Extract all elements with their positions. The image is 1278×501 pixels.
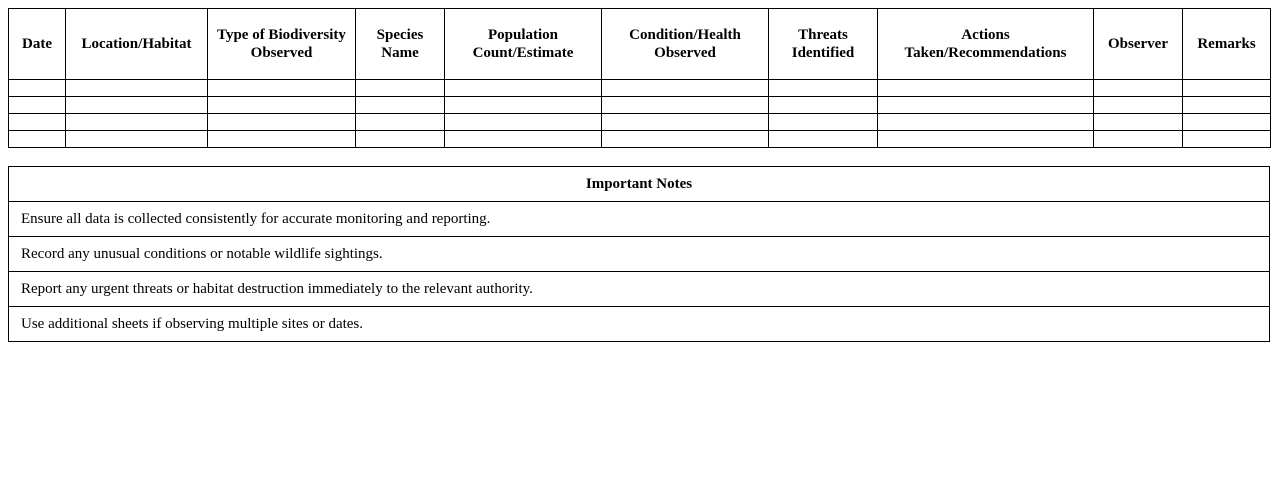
table-cell[interactable] — [1183, 114, 1271, 131]
note-item: Report any urgent threats or habitat destruction immediately to the relevant authority. — [9, 272, 1270, 307]
biodiversity-log-table — [8, 8, 1271, 148]
table-cell[interactable] — [878, 97, 1094, 114]
header-location-habitat: Location/Habitat — [66, 9, 208, 80]
table-cell[interactable] — [356, 80, 445, 97]
note-row — [9, 202, 1270, 237]
table-cell[interactable] — [208, 97, 356, 114]
table-row — [9, 97, 1271, 114]
header-remarks: Remarks — [1183, 9, 1271, 80]
header-threats-identified: Threats Identified — [769, 9, 878, 80]
table-cell[interactable] — [356, 131, 445, 148]
table-cell[interactable] — [1094, 97, 1183, 114]
header-actions-taken: Actions Taken/Recommendations — [878, 9, 1094, 80]
important-notes-table — [8, 166, 1270, 342]
table-cell[interactable] — [445, 97, 602, 114]
table-cell[interactable] — [878, 114, 1094, 131]
header-date: Date — [9, 9, 66, 80]
table-cell[interactable] — [602, 97, 769, 114]
table-cell[interactable] — [9, 97, 66, 114]
note-item: Use additional sheets if observing multiple sites or dates. — [9, 307, 1270, 342]
table-cell[interactable] — [1094, 80, 1183, 97]
table-cell[interactable] — [769, 114, 878, 131]
table-row — [9, 131, 1271, 148]
table-cell[interactable] — [208, 80, 356, 97]
table-cell[interactable] — [1094, 131, 1183, 148]
table-cell[interactable] — [66, 80, 208, 97]
table-cell[interactable] — [878, 80, 1094, 97]
note-row — [9, 237, 1270, 272]
table-cell[interactable] — [602, 114, 769, 131]
note-row — [9, 272, 1270, 307]
table-cell[interactable] — [9, 131, 66, 148]
table-cell[interactable] — [9, 80, 66, 97]
table-cell[interactable] — [769, 80, 878, 97]
table-cell[interactable] — [1094, 114, 1183, 131]
table-cell[interactable] — [602, 131, 769, 148]
table-cell[interactable] — [208, 114, 356, 131]
note-row — [9, 307, 1270, 342]
notes-header-row — [9, 167, 1270, 202]
table-cell[interactable] — [602, 80, 769, 97]
table-header-row — [9, 9, 1271, 80]
table-cell[interactable] — [66, 97, 208, 114]
header-type-of-biodiversity: Type of Biodiversity Observed — [208, 9, 356, 80]
table-cell[interactable] — [66, 131, 208, 148]
header-observer: Observer — [1094, 9, 1183, 80]
table-row — [9, 114, 1271, 131]
table-cell[interactable] — [1183, 131, 1271, 148]
notes-title: Important Notes — [9, 167, 1270, 202]
header-population-count: Population Count/Estimate — [445, 9, 602, 80]
table-cell[interactable] — [1183, 97, 1271, 114]
table-cell[interactable] — [1183, 80, 1271, 97]
note-item: Record any unusual conditions or notable wildlife sightings. — [9, 237, 1270, 272]
table-cell[interactable] — [9, 114, 66, 131]
table-cell[interactable] — [356, 114, 445, 131]
page-content — [8, 8, 1270, 342]
header-condition-health: Condition/Health Observed — [602, 9, 769, 80]
table-cell[interactable] — [878, 131, 1094, 148]
note-item: Ensure all data is collected consistently for accurate monitoring and reporting. — [9, 202, 1270, 237]
header-species-name: Species Name — [356, 9, 445, 80]
table-cell[interactable] — [66, 114, 208, 131]
table-cell[interactable] — [208, 131, 356, 148]
table-cell[interactable] — [769, 131, 878, 148]
table-cell[interactable] — [769, 97, 878, 114]
table-cell[interactable] — [445, 114, 602, 131]
table-row — [9, 80, 1271, 97]
table-cell[interactable] — [356, 97, 445, 114]
table-cell[interactable] — [445, 80, 602, 97]
table-cell[interactable] — [445, 131, 602, 148]
